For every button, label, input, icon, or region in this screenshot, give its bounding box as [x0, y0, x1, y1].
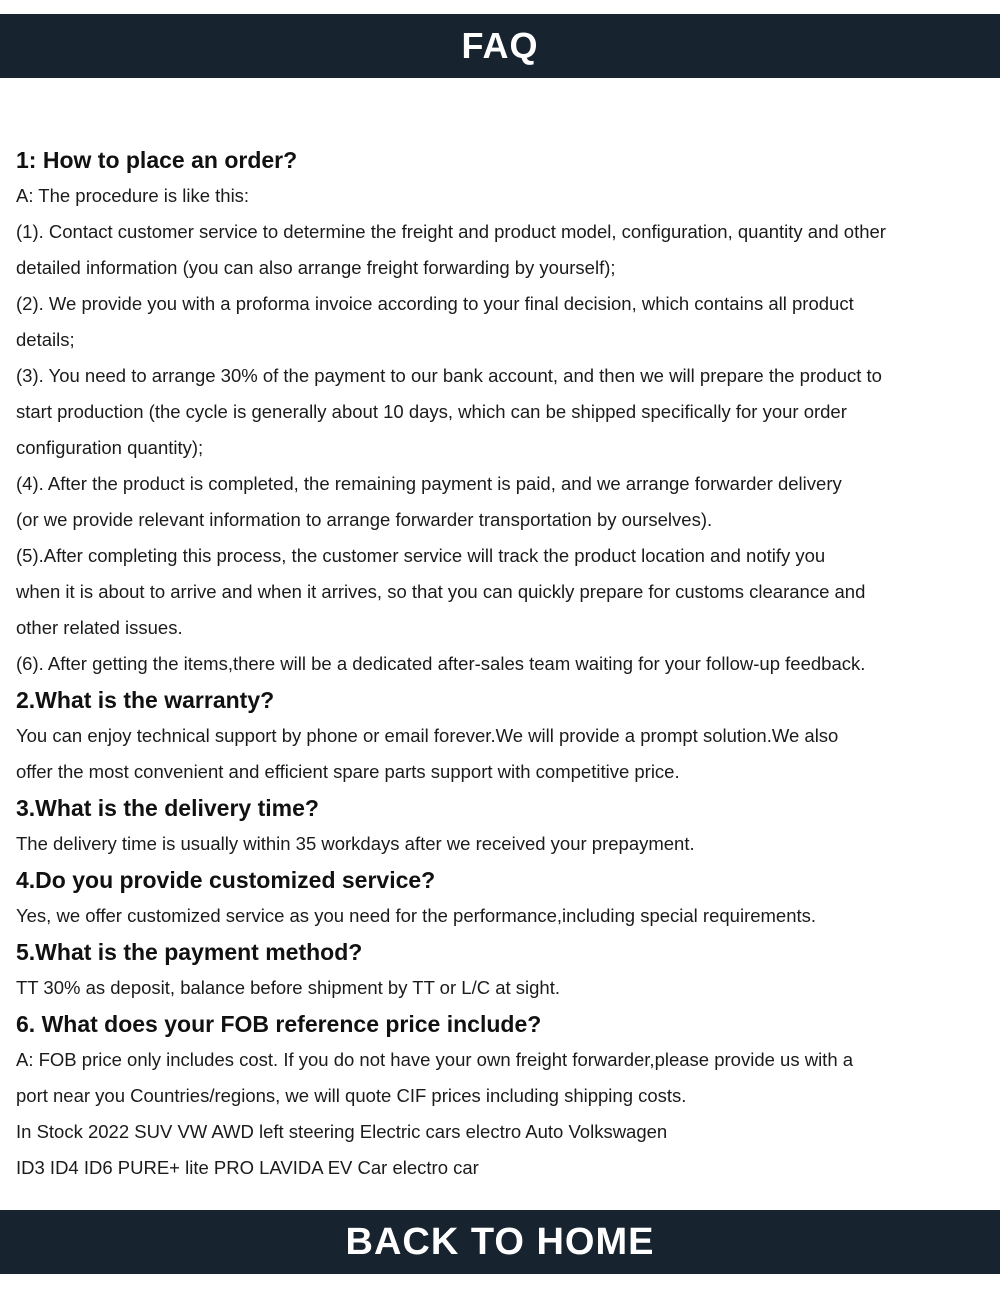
- faq-content: [16, 142, 1000, 1186]
- faq-question: 3.What is the delivery time?: [16, 795, 319, 821]
- faq-answer-line: (2). We provide you with a proforma invoice according to your final decision, which contains all product: [16, 293, 854, 314]
- faq-item-3: [16, 790, 1000, 862]
- faq-answer-line: configuration quantity);: [16, 437, 204, 458]
- faq-question: 2.What is the warranty?: [16, 687, 275, 713]
- faq-answer-line: other related issues.: [16, 617, 183, 638]
- faq-question: 5.What is the payment method?: [16, 939, 363, 965]
- faq-answer-line: You can enjoy technical support by phone or email forever.We will provide a prompt solution.We also: [16, 725, 839, 746]
- page-title: FAQ: [461, 25, 539, 66]
- faq-answer-line: In Stock 2022 SUV VW AWD left steering Electric cars electro Auto Volkswagen: [16, 1121, 668, 1142]
- faq-answer-line: TT 30% as deposit, balance before shipment by TT or L/C at sight.: [16, 977, 560, 998]
- back-to-home-label: BACK TO HOME: [345, 1221, 655, 1263]
- back-to-home-button[interactable]: [0, 1210, 1000, 1274]
- faq-answer-line: detailed information (you can also arrange freight forwarding by yourself);: [16, 257, 616, 278]
- faq-answer-line: when it is about to arrive and when it arrives, so that you can quickly prepare for customs clearance and: [16, 581, 866, 602]
- faq-answer-line: ID3 ID4 ID6 PURE+ lite PRO LAVIDA EV Car electro car: [16, 1157, 479, 1178]
- faq-answer-line: (1). Contact customer service to determine the freight and product model, configuration, quantity and other: [16, 221, 886, 242]
- faq-answer-line: port near you Countries/regions, we will quote CIF prices including shipping costs.: [16, 1085, 687, 1106]
- faq-item-2: [16, 682, 1000, 790]
- faq-answer-line: offer the most convenient and efficient spare parts support with competitive price.: [16, 761, 680, 782]
- faq-answer-line: The delivery time is usually within 35 workdays after we received your prepayment.: [16, 833, 695, 854]
- faq-question: 1: How to place an order?: [16, 147, 298, 173]
- faq-answer-line: (or we provide relevant information to arrange forwarder transportation by ourselves).: [16, 509, 713, 530]
- faq-answer-line: start production (the cycle is generally about 10 days, which can be shipped specifically for your order: [16, 401, 847, 422]
- faq-answer-line: details;: [16, 329, 75, 350]
- faq-answer-line: (5).After completing this process, the customer service will track the product location and notify you: [16, 545, 826, 566]
- faq-item-5: [16, 934, 1000, 1006]
- faq-answer-line: A: FOB price only includes cost. If you do not have your own freight forwarder,please provide us with a: [16, 1049, 854, 1070]
- faq-item-1: [16, 142, 1000, 682]
- faq-answer-line: A: The procedure is like this:: [16, 185, 250, 206]
- faq-item-6: [16, 1006, 1000, 1186]
- faq-item-4: [16, 862, 1000, 934]
- faq-answer-line: Yes, we offer customized service as you need for the performance,including special requirements.: [16, 905, 817, 926]
- faq-header-banner: [0, 14, 1000, 78]
- faq-question: 4.Do you provide customized service?: [16, 867, 436, 893]
- faq-answer-line: (3). You need to arrange 30% of the payment to our bank account, and then we will prepare the product to: [16, 365, 882, 386]
- faq-answer-line: (4). After the product is completed, the remaining payment is paid, and we arrange forwarder delivery: [16, 473, 842, 494]
- faq-answer-line: (6). After getting the items,there will be a dedicated after-sales team waiting for your follow-up feedback.: [16, 653, 866, 674]
- faq-question: 6. What does your FOB reference price include?: [16, 1011, 542, 1037]
